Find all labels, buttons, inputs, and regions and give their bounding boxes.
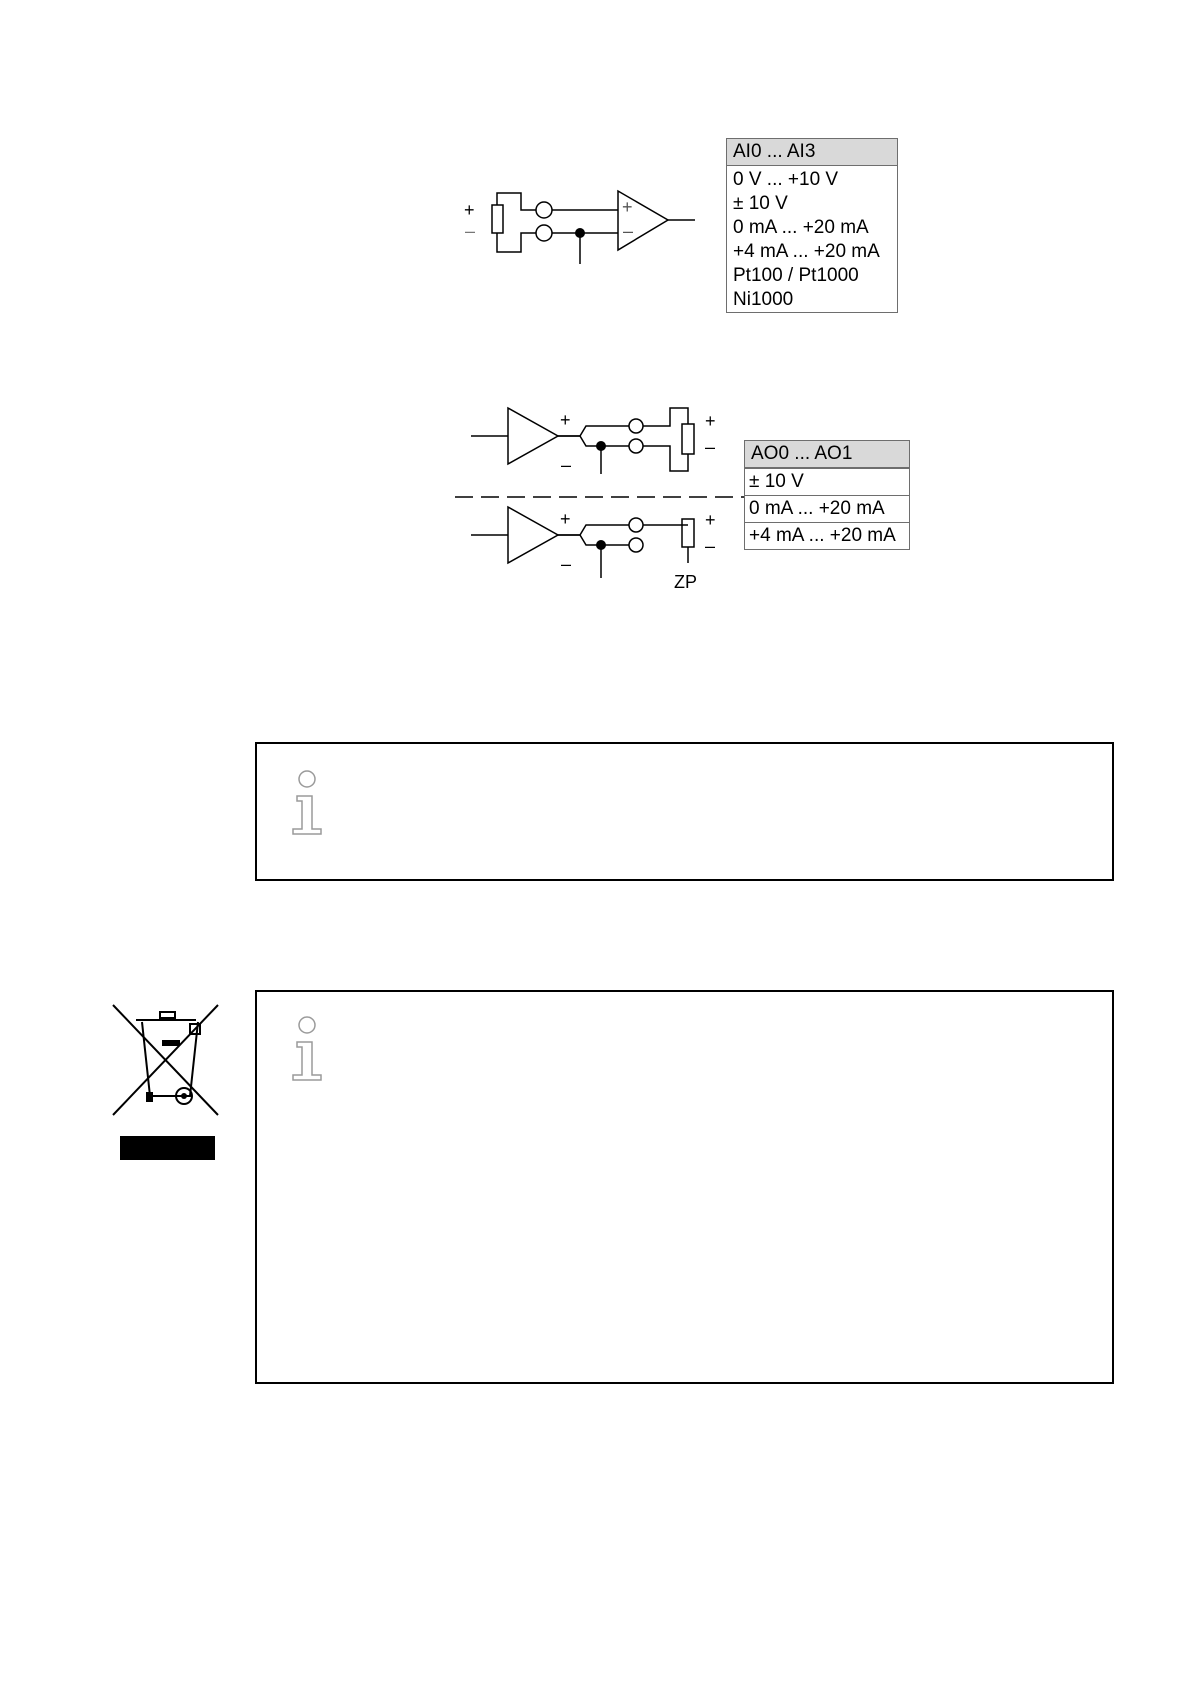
load-minus-sign: –	[705, 536, 716, 556]
weee-black-bar	[120, 1136, 215, 1160]
wire-minus-left	[497, 233, 536, 252]
amp-plus-sign: +	[560, 410, 571, 430]
load-plus-sign: +	[705, 510, 716, 530]
junction-dot	[575, 228, 585, 238]
output-amplifier-current	[508, 507, 558, 563]
amp-plus-sign: +	[560, 509, 571, 529]
info-icon	[287, 1016, 327, 1082]
ai-range-row: +4 mA ... +20 mA	[733, 241, 880, 262]
terminal-minus	[536, 225, 552, 241]
crossed-out-wheelie-bin-icon	[110, 1000, 225, 1120]
ao-range-row: +4 mA ... +20 mA	[745, 522, 909, 549]
info-icon	[287, 770, 327, 836]
analog-input-circuit-diagram	[440, 180, 710, 275]
analog-output-circuit-diagram	[455, 400, 755, 595]
output-amplifier-voltage	[508, 408, 558, 464]
terminal-minus	[629, 538, 643, 552]
load-resistor-voltage	[682, 424, 694, 454]
ai-range-row: ± 10 V	[733, 193, 788, 214]
terminal-plus	[629, 419, 643, 433]
sensor-minus-sign: –	[465, 221, 476, 241]
zp-label: ZP	[674, 572, 698, 592]
ai-range-row: Pt100 / Pt1000	[733, 265, 859, 286]
ai-table-header: AI0 ... AI3	[727, 139, 897, 166]
junction-dot	[596, 441, 606, 451]
ao-range-row: ± 10 V	[745, 468, 909, 495]
load-plus-sign: +	[705, 411, 716, 431]
sensor-resistor	[492, 205, 503, 233]
note-box	[255, 742, 1114, 881]
ao-table-header: AO0 ... AO1	[745, 441, 909, 468]
ai-range-row: Ni1000	[733, 289, 794, 310]
analog-output-range-table	[744, 440, 910, 550]
note-box	[255, 990, 1114, 1384]
amp-minus-sign: –	[561, 554, 572, 574]
junction-dot	[596, 540, 606, 550]
ai-table-body	[727, 166, 897, 312]
ai-range-row: 0 mA ... +20 mA	[733, 217, 869, 238]
amp-plus-sign: +	[622, 197, 633, 217]
ao-range-row: 0 mA ... +20 mA	[745, 495, 909, 522]
analog-input-range-table	[726, 138, 898, 313]
terminal-minus	[629, 439, 643, 453]
sensor-plus-sign: +	[464, 200, 475, 220]
load-minus-sign: –	[705, 437, 716, 457]
amp-minus-sign: –	[623, 221, 634, 241]
ai-range-row: 0 V ... +10 V	[733, 169, 839, 190]
terminal-plus	[629, 518, 643, 532]
terminal-plus	[536, 202, 552, 218]
load-resistor-current	[682, 519, 694, 547]
amp-minus-sign: –	[561, 455, 572, 475]
